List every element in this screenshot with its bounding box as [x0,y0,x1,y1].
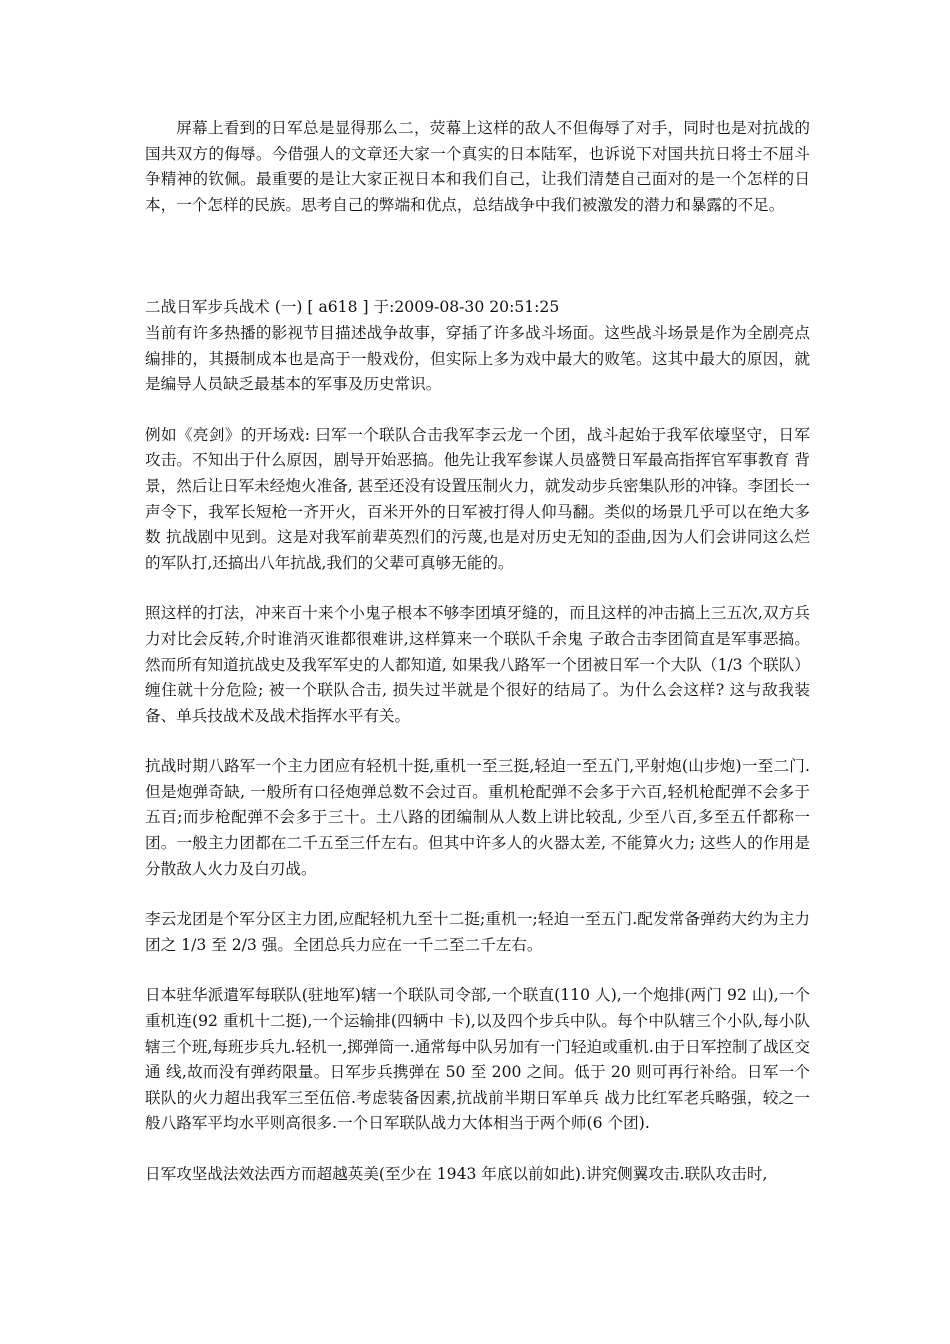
paragraph-spacer [145,729,810,754]
paragraph-4: 抗战时期八路军一个主力团应有轻机十挺,重机一至三挺,轻迫一至五门,平射炮(山步炮)一至二门.但是炮弹奇缺, 一般所有口径炮弹总数不会过百。重机枪配弹不会多于六百,轻机枪配弹不会多于五百;而步枪配弹不会多于三十。土八路的团编制从人数上讲比较乱, 少至八百,多至五仟都称一团。一般主力团都在二千五至三仟左右。但其中许多人的火器太差, 不能算火力; 这些人的作用是分散敌人火力及白刃战。 [145,757,810,878]
section-spacer [145,218,810,295]
paragraph-spacer [145,398,810,423]
article-heading: 二战日军步兵战术 (一) [ a618 ] 于:2009-08-30 20:51:25 [145,298,560,317]
paragraph-1: 当前有许多热播的影视节目描述战争故事，穿插了许多战斗场面。这些战斗场景是作为全剧亮点编排的，其摄制成本也是高于一般戏份，但实际上多为戏中最大的败笔。这其中最大的原因，就是编导人员缺乏最基本的军事及历史常识。 [145,323,810,394]
paragraph-3: 照这样的打法，冲来百十来个小鬼子根本不够李团填牙缝的，而且这样的冲击搞上三五次,双方兵力对比会反转,介时谁消灭谁都很难讲,这样算来一个联队千余鬼 子敢合击李团简直是军事恶搞。然而所有知道抗战史及我军军史的人都知道, 如果我八路军一个团被日军一个大队（1/3 个联队）缠住就十分危险; 被一个联队合击, 损失过半就是个很好的结局了。为什么会这样? 这与敌我装备、单兵技战术及战术指挥水平有关。 [145,604,810,725]
paragraph-7: 日军攻坚战法效法西方而超越英美(至少在 1943 年底以前如此).讲究侧翼攻击.联队攻击时, [145,1165,768,1183]
paragraph-spacer [145,882,810,907]
paragraph-6: 日本驻华派遣军每联队(驻地军)辖一个联队司令部,一个联直(110 人),一个炮排(两门 92 山),一个重机连(92 重机十二挺),一个运输排(四辆中 卡),以及四个步兵中队。每个中队辖三个小队,每小队辖三个班,每班步兵九.轻机一,掷弹筒一.通常每中队另加有一门轻迫或重机.由于日军控制了战区交通 线,故而没有弹药限量。日军步兵携弹在 50 至 200 之间。低于 20 则可再行补给。日军一个联队的火力超出我军三至伍倍.考虑装备因素,抗战前半期日军单兵 战力比红军老兵略强，较之一般八路军平均水平则高很多.一个日军联队战力大体相当于两个师(6 个团). [145,986,810,1133]
paragraph-2: 例如《亮剑》的开场戏: 曰军一个联队合击我军李云龙一个团，战斗起始于我军依壕坚守，日军攻击。不知出于什么原因，剧导开始恶搞。他先让我军参谋人员盛赞日军最高指挥官军事教育 背景，然后让日军未经炮火准备, 甚至还没有设置压制火力，就发动步兵密集队形的冲锋。李团长一声令下，我军长短枪一齐开火，百米开外的日军被打得人仰马翻。类似的场景几乎可以在绝大多数 抗战剧中见到。这是对我军前辈英烈们的污蔑,也是对历史无知的歪曲,因为人们会讲同这么烂的军队打,还搞出八年抗战,我们的父辈可真够无能的。 [145,425,810,572]
document-body [145,116,810,1188]
paragraph-spacer [145,958,810,983]
paragraph-spacer [145,576,810,601]
intro-paragraph: 屏幕上看到的日军总是显得那么二，荧幕上这样的敌人不但侮辱了对手，同时也是对抗战的国共双方的侮辱。今借强人的文章还大家一个真实的日本陆军，也诉说下对国共抗日将士不屈斗争精神的钦佩。最重要的是让大家正视日本和我们自己，让我们清楚自己面对的是一个怎样的日本，一个怎样的民族。思考自己的弊端和优点，总结战争中我们被激发的潜力和暴露的不足。 [145,119,810,214]
paragraph-spacer [145,1137,810,1162]
paragraph-5: 李云龙团是个军分区主力团,应配轻机九至十二挺;重机一;轻迫一至五门.配发常备弹药大约为主力团之 1/3 至 2/3 强。全团总兵力应在一千二至二千左右。 [145,910,810,954]
